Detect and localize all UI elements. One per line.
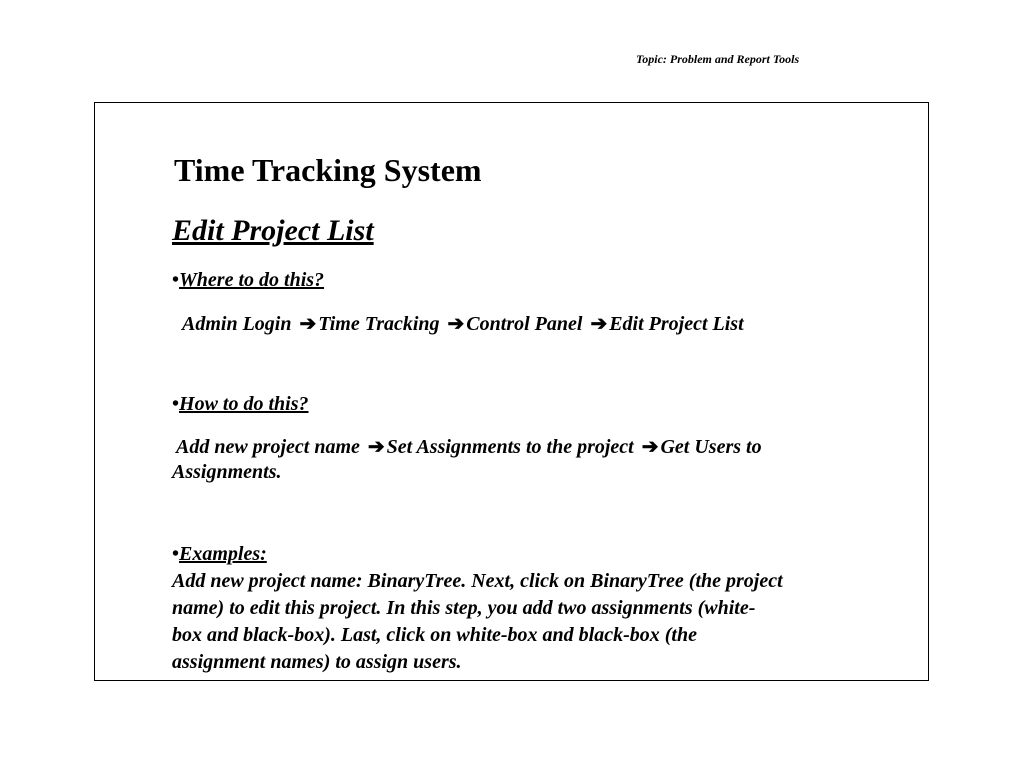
arrow-right-icon: ➔ [641, 436, 659, 458]
bullet-icon: • [172, 393, 180, 415]
arrow-right-icon: ➔ [299, 313, 317, 335]
how-step-1: Add new project name [176, 436, 360, 458]
how-continuation: Assignments. [172, 461, 282, 483]
slide-subtitle: Edit Project List [172, 214, 374, 247]
how-step-2: Set Assignments to the project [386, 436, 634, 458]
examples-line-3: box and black-box). Last, click on white-box and black-box (the [172, 624, 697, 646]
where-step-4: Edit Project List [609, 313, 744, 335]
bullet-icon: • [172, 269, 180, 291]
examples-heading [172, 543, 267, 566]
slide-title: Time Tracking System [174, 152, 482, 188]
where-step-1: Admin Login [182, 313, 292, 335]
arrow-right-icon: ➔ [367, 436, 385, 458]
how-step-3: Get Users to [660, 436, 762, 458]
where-path [182, 311, 744, 336]
where-label: Where to do this? [179, 269, 325, 291]
arrow-right-icon: ➔ [447, 313, 465, 335]
how-path [176, 434, 762, 459]
examples-line-2: name) to edit this project. In this step, you add two assignments (white- [172, 597, 756, 619]
arrow-right-icon: ➔ [590, 313, 608, 335]
where-step-3: Control Panel [466, 313, 583, 335]
where-step-2: Time Tracking [318, 313, 440, 335]
examples-label: Examples: [179, 543, 267, 565]
examples-line-4: assignment names) to assign users. [172, 651, 462, 673]
how-label: How to do this? [179, 393, 309, 415]
bullet-icon: • [172, 543, 180, 565]
where-heading [172, 269, 324, 292]
topic-header: Topic: Problem and Report Tools [636, 52, 800, 66]
examples-line-1: Add new project name: BinaryTree. Next, click on BinaryTree (the project [172, 570, 783, 592]
how-heading [172, 393, 309, 416]
